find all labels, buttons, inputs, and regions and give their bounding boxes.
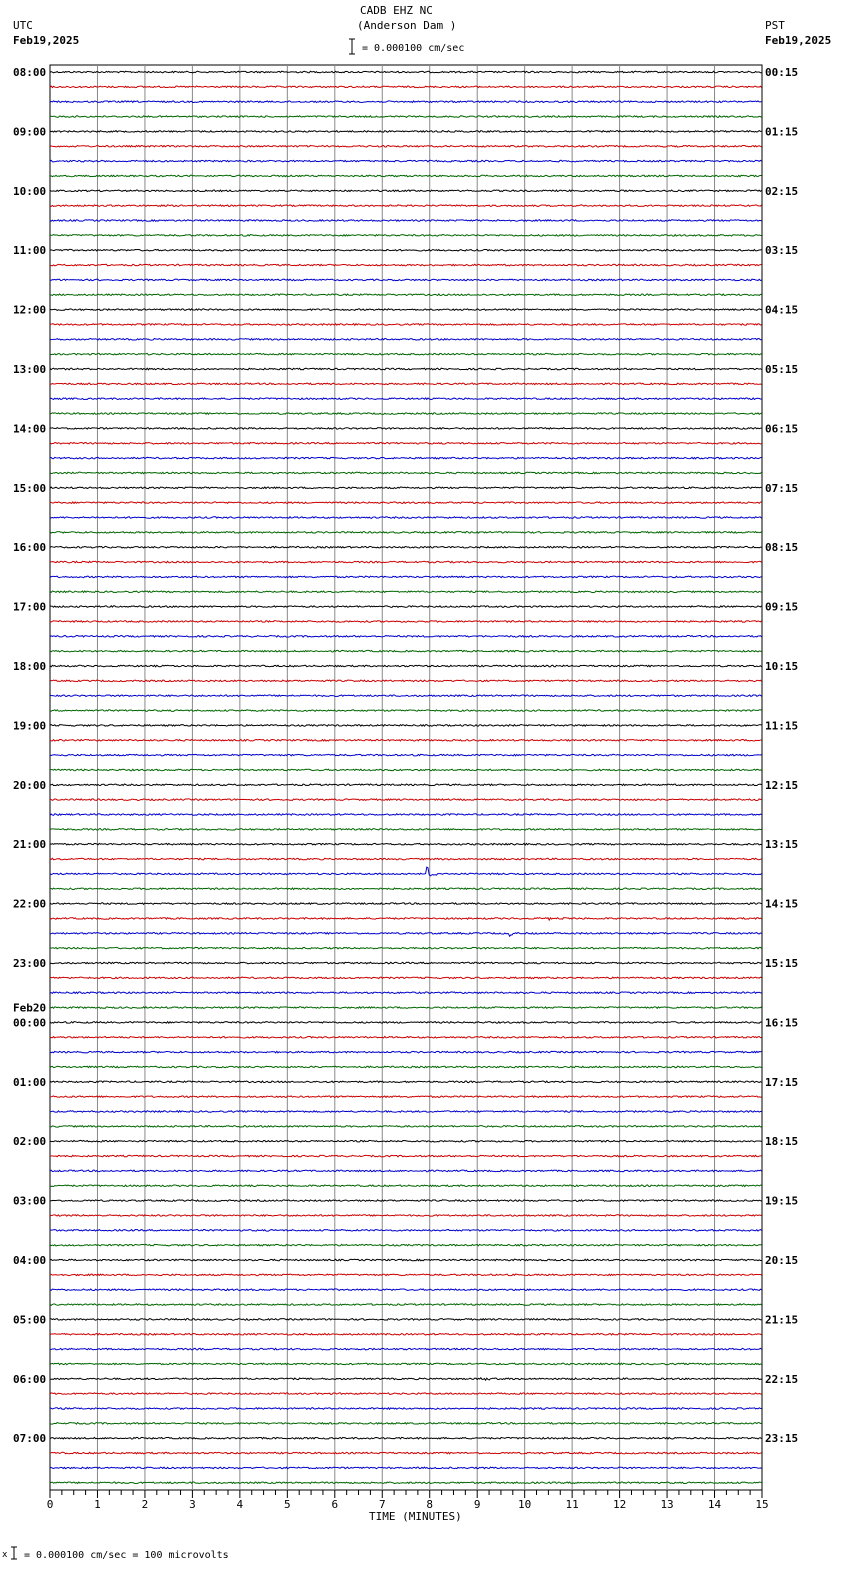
x-tick-label: 14 xyxy=(707,1498,722,1511)
trace-line xyxy=(50,413,762,415)
utc-hour-label: 18:00 xyxy=(13,660,47,673)
trace-line xyxy=(50,814,762,816)
trace-line xyxy=(50,145,762,147)
left-timezone-label: UTC xyxy=(13,19,33,32)
utc-hour-label: 07:00 xyxy=(13,1432,47,1446)
pst-hour-label: 01:15 xyxy=(765,125,799,139)
utc-hour-label: 10:00 xyxy=(13,184,47,198)
trace-line xyxy=(50,160,762,162)
trace-line xyxy=(50,220,762,222)
trace-line xyxy=(50,1259,762,1261)
trace-line xyxy=(50,1140,762,1142)
trace-line xyxy=(50,561,762,563)
trace-line xyxy=(50,1289,762,1291)
x-tick-label: 5 xyxy=(284,1498,291,1511)
trace-line xyxy=(50,502,762,504)
utc-hour-label: 03:00 xyxy=(13,1194,47,1208)
trace-line xyxy=(50,532,762,534)
trace-line xyxy=(50,932,762,936)
date-change-label: Feb20 xyxy=(13,1001,47,1015)
trace-line xyxy=(50,977,762,979)
trace-line xyxy=(50,383,762,385)
pst-hour-label: 13:15 xyxy=(765,838,799,852)
time-labels xyxy=(13,66,798,1445)
x-tick-label: 11 xyxy=(565,1498,579,1511)
pst-hour-label: 10:15 xyxy=(765,660,799,673)
pst-hour-label: 08:15 xyxy=(765,541,799,555)
trace-line xyxy=(50,867,762,876)
trace-line xyxy=(50,1452,762,1454)
footer-scale-bar-icon xyxy=(11,1547,17,1559)
trace-line xyxy=(50,636,762,638)
trace-line xyxy=(50,175,762,177)
trace-line xyxy=(50,1437,762,1439)
trace-line xyxy=(50,442,762,444)
trace-line xyxy=(50,695,762,697)
utc-hour-label: 16:00 xyxy=(13,541,47,555)
trace-line xyxy=(50,843,762,845)
trace-line xyxy=(50,101,762,103)
utc-hour-label: 08:00 xyxy=(13,66,47,79)
right-date-label: Feb19,2025 xyxy=(765,34,832,47)
footer-marker: x xyxy=(2,1550,8,1560)
utc-hour-label: 06:00 xyxy=(13,1372,47,1386)
utc-hour-label: 21:00 xyxy=(13,838,47,852)
trace-line xyxy=(50,829,762,831)
trace-line xyxy=(50,1200,762,1202)
pst-hour-label: 21:15 xyxy=(765,1313,799,1327)
station-title: CADB EHZ NC xyxy=(360,4,433,17)
pst-hour-label: 16:15 xyxy=(765,1016,799,1030)
trace-line xyxy=(50,368,762,370)
trace-line xyxy=(50,1348,762,1350)
trace-line xyxy=(50,279,762,281)
x-tick-label: 9 xyxy=(473,1498,481,1511)
pst-hour-label: 15:15 xyxy=(765,957,799,970)
utc-hour-label: 00:00 xyxy=(13,1016,47,1030)
utc-hour-label: 19:00 xyxy=(13,719,47,733)
x-tick-label: 15 xyxy=(755,1498,769,1511)
trace-line xyxy=(50,71,762,73)
trace-line xyxy=(50,1230,762,1232)
trace-line xyxy=(50,339,762,341)
utc-hour-label: 09:00 xyxy=(13,125,47,139)
utc-hour-label: 15:00 xyxy=(13,481,47,495)
trace-line xyxy=(50,1007,762,1009)
trace-line xyxy=(50,131,762,133)
left-date-label: Feb19,2025 xyxy=(13,34,80,47)
plot-frame xyxy=(50,65,762,1490)
trace-line xyxy=(50,650,762,652)
trace-line xyxy=(50,1022,762,1024)
trace-line xyxy=(50,546,762,548)
x-tick-label: 8 xyxy=(426,1498,434,1511)
utc-hour-label: 04:00 xyxy=(13,1254,47,1267)
x-tick-label: 13 xyxy=(660,1498,674,1511)
trace-line xyxy=(50,1363,762,1365)
plot-grid xyxy=(50,65,762,1490)
trace-line xyxy=(50,576,762,578)
footer-scale-label: = 0.000100 cm/sec = 100 microvolts xyxy=(24,1550,229,1561)
trace-line xyxy=(50,680,762,682)
pst-hour-label: 20:15 xyxy=(765,1254,799,1267)
trace-line xyxy=(50,457,762,459)
utc-hour-label: 17:00 xyxy=(13,600,47,614)
trace-line xyxy=(50,309,762,311)
pst-hour-label: 18:15 xyxy=(765,1135,799,1149)
station-location: (Anderson Dam ) xyxy=(357,19,457,32)
trace-line xyxy=(50,1423,762,1425)
trace-line xyxy=(50,754,762,756)
pst-hour-label: 00:15 xyxy=(765,66,799,79)
trace-line xyxy=(50,769,762,771)
x-tick-label: 3 xyxy=(189,1498,196,1511)
pst-hour-label: 11:15 xyxy=(765,719,799,733)
utc-hour-label: 13:00 xyxy=(13,363,47,376)
trace-line xyxy=(50,86,762,88)
trace-line xyxy=(50,710,762,712)
pst-hour-label: 23:15 xyxy=(765,1432,799,1446)
x-axis-label: TIME (MINUTES) xyxy=(369,1510,462,1523)
trace-line xyxy=(50,992,762,994)
pst-hour-label: 12:15 xyxy=(765,778,799,792)
trace-line xyxy=(50,1244,762,1246)
trace-line xyxy=(50,1185,762,1187)
pst-hour-label: 14:15 xyxy=(765,897,799,911)
pst-hour-label: 09:15 xyxy=(765,600,799,614)
trace-line xyxy=(50,962,762,964)
trace-line xyxy=(50,591,762,593)
x-tick-label: 0 xyxy=(46,1498,54,1511)
utc-hour-label: 22:00 xyxy=(13,897,47,911)
trace-line xyxy=(50,1170,762,1172)
trace-line xyxy=(50,116,762,118)
trace-line xyxy=(50,1215,762,1217)
trace-line xyxy=(50,1274,762,1276)
trace-line xyxy=(50,1304,762,1306)
scale-bar-icon xyxy=(349,39,355,54)
trace-line xyxy=(50,1051,762,1053)
trace-line xyxy=(50,665,762,667)
utc-hour-label: 12:00 xyxy=(13,303,47,317)
trace-line xyxy=(50,947,762,949)
x-tick-label: 10 xyxy=(518,1498,532,1511)
pst-hour-label: 02:15 xyxy=(765,184,799,198)
x-tick-label: 4 xyxy=(236,1498,244,1511)
trace-group xyxy=(50,71,762,1483)
pst-hour-label: 06:15 xyxy=(765,422,799,436)
x-tick-label: 6 xyxy=(331,1498,339,1511)
trace-line xyxy=(50,621,762,623)
x-tick-label: 1 xyxy=(94,1498,101,1511)
trace-line xyxy=(50,264,762,266)
trace-line xyxy=(50,784,762,786)
pst-hour-label: 05:15 xyxy=(765,363,799,376)
trace-line xyxy=(50,1036,762,1038)
trace-line xyxy=(50,205,762,207)
trace-line xyxy=(50,428,762,430)
pst-hour-label: 22:15 xyxy=(765,1372,799,1386)
trace-line xyxy=(50,1467,762,1469)
trace-line xyxy=(50,1126,762,1128)
utc-hour-label: 01:00 xyxy=(13,1075,47,1089)
trace-line xyxy=(50,324,762,326)
trace-line xyxy=(50,1111,762,1113)
trace-line xyxy=(50,725,762,727)
trace-line xyxy=(50,739,762,741)
trace-line xyxy=(50,517,762,519)
trace-line xyxy=(50,606,762,608)
utc-hour-label: 14:00 xyxy=(13,422,47,436)
trace-line xyxy=(50,353,762,355)
trace-line xyxy=(50,1408,762,1410)
pst-hour-label: 19:15 xyxy=(765,1194,799,1208)
trace-line xyxy=(50,858,762,860)
pst-hour-label: 04:15 xyxy=(765,303,799,317)
trace-line xyxy=(50,1155,762,1157)
right-timezone-label: PST xyxy=(765,19,785,32)
trace-line xyxy=(50,1482,762,1484)
pst-hour-label: 03:15 xyxy=(765,244,799,258)
utc-hour-label: 11:00 xyxy=(13,244,47,258)
utc-hour-label: 02:00 xyxy=(13,1135,47,1149)
x-axis xyxy=(47,1490,769,1511)
trace-line xyxy=(50,1081,762,1083)
trace-line xyxy=(50,1333,762,1335)
trace-line xyxy=(50,1393,762,1395)
trace-line xyxy=(50,294,762,296)
utc-hour-label: 05:00 xyxy=(13,1313,47,1327)
trace-line xyxy=(50,472,762,474)
trace-line xyxy=(50,249,762,251)
trace-line xyxy=(50,190,762,192)
utc-hour-label: 20:00 xyxy=(13,778,47,792)
trace-line xyxy=(50,918,762,920)
pst-hour-label: 07:15 xyxy=(765,481,799,495)
utc-hour-label: 23:00 xyxy=(13,957,47,970)
trace-line xyxy=(50,799,762,801)
x-tick-label: 2 xyxy=(141,1498,149,1511)
trace-line xyxy=(50,235,762,237)
x-tick-label: 7 xyxy=(378,1498,386,1511)
scale-bar-label: = 0.000100 cm/sec xyxy=(362,43,465,54)
trace-line xyxy=(50,398,762,400)
trace-line xyxy=(50,1319,762,1321)
x-tick-label: 12 xyxy=(612,1498,627,1511)
pst-hour-label: 17:15 xyxy=(765,1075,799,1089)
trace-line xyxy=(50,1096,762,1098)
trace-line xyxy=(50,1066,762,1068)
trace-line xyxy=(50,888,762,890)
trace-line xyxy=(50,903,762,905)
trace-line xyxy=(50,487,762,489)
trace-line xyxy=(50,1378,762,1380)
